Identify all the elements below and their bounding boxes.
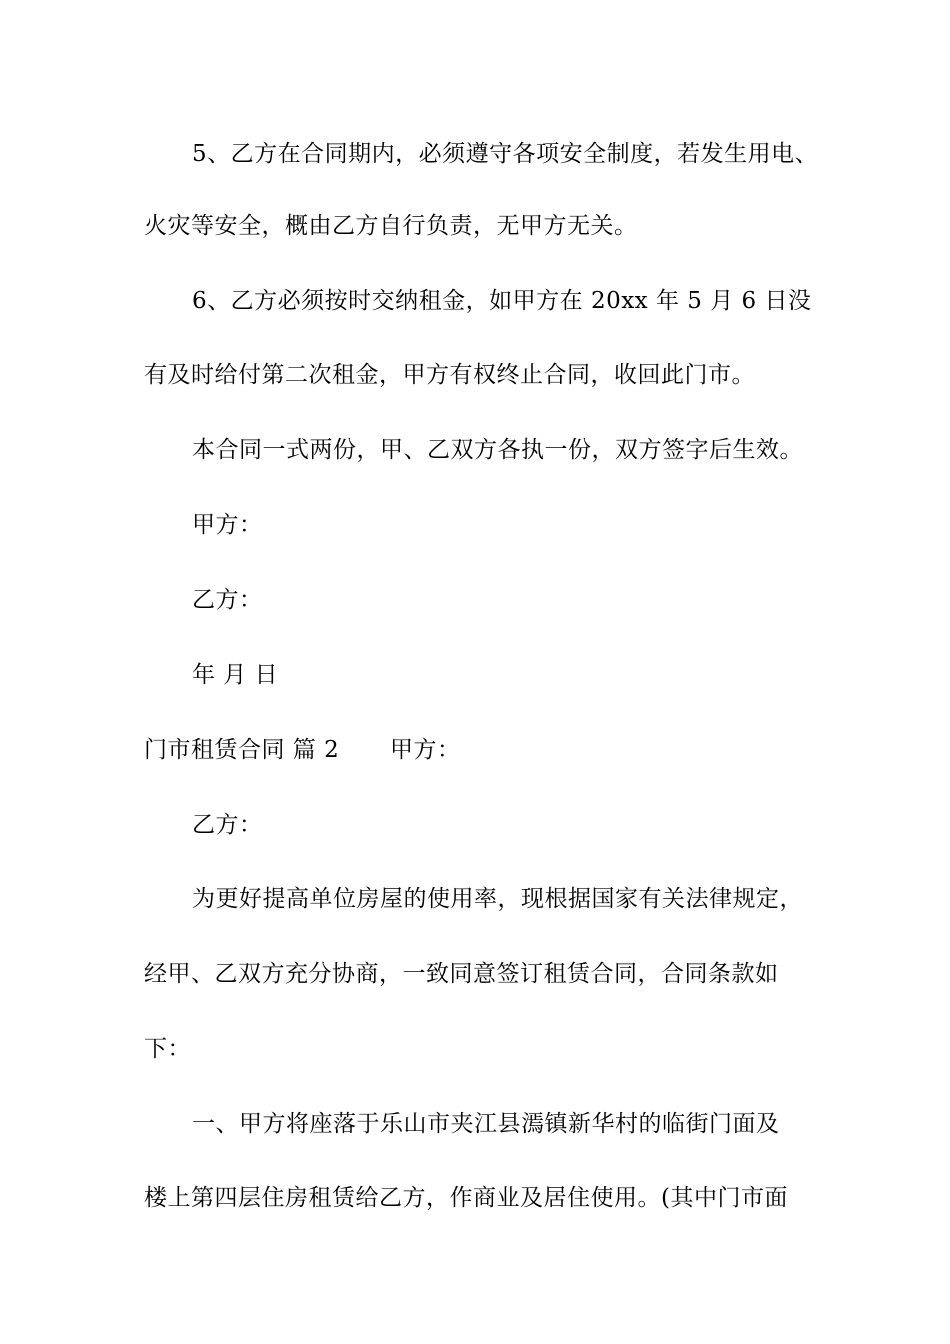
paragraph-line: 下：	[144, 1036, 191, 1062]
paragraph-line: 本合同一式两份，甲、乙双方各执一份，双方签字后生效。	[192, 437, 803, 463]
party-b-label: 乙方：	[192, 812, 263, 838]
paragraph-line: 经甲、乙双方充分协商，一致同意签订租赁合同，合同条款如	[144, 961, 779, 987]
date-line: 年 月 日	[192, 662, 279, 688]
section-heading: 门市租赁合同 篇 2	[144, 737, 340, 763]
paragraph-line: 火灾等安全，概由乙方自行负责，无甲方无关。	[144, 213, 638, 239]
party-b-label: 乙方：	[192, 587, 263, 613]
party-a-label: 甲方：	[390, 737, 461, 763]
paragraph-line: 6、乙方必须按时交纳租金，如甲方在 20xx 年 5 月 6 日没	[192, 288, 812, 314]
paragraph-line: 一、甲方将座落于乐山市夹江县漹镇新华村的临街门面及	[192, 1111, 780, 1137]
paragraph-line: 5、乙方在合同期内，必须遵守各项安全制度，若发生用电、	[192, 141, 819, 167]
paragraph-line: 为更好提高单位房屋的使用率，现根据国家有关法律规定，	[192, 886, 803, 912]
paragraph-line: 楼上第四层住房租赁给乙方，作商业及居住使用。(其中门市面	[144, 1185, 788, 1211]
party-a-label: 甲方：	[192, 512, 263, 538]
paragraph-line: 有及时给付第二次租金，甲方有权终止合同，收回此门市。	[144, 362, 755, 388]
